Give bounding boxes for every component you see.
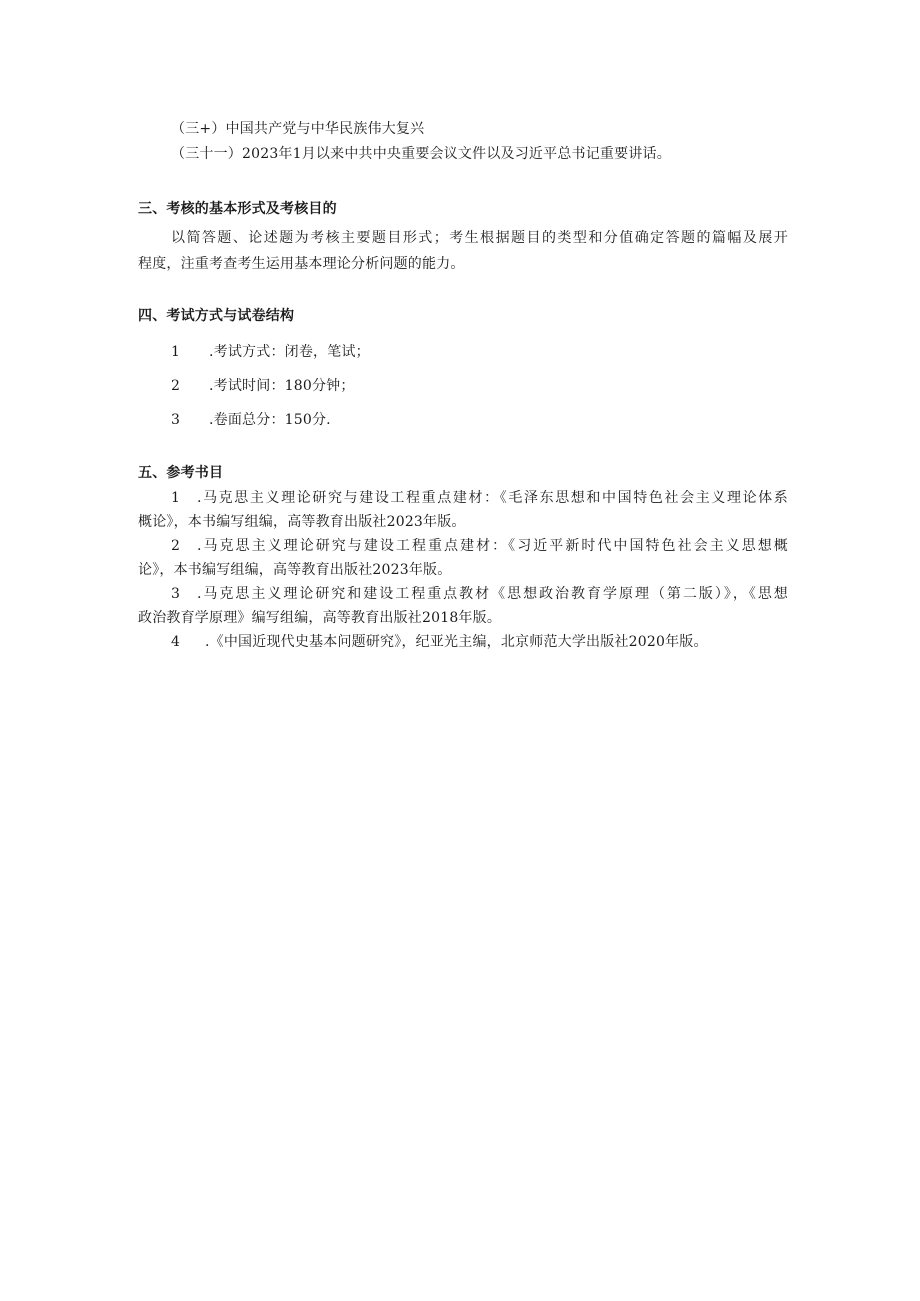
reference-2-line-2: 论》，本书编写组编，高等教育出版社2023年版。 (138, 562, 452, 578)
reference-text: .马克思主义理论研究和建设工程重点教材《思想政治教育学原理（第二版）》，《思想 (197, 586, 788, 602)
section-4-heading: 四、考试方式与试卷结构 (138, 308, 295, 324)
exam-item-number: 3 (171, 412, 181, 428)
reference-2-line-1 (171, 534, 788, 558)
section-5-heading: 五、参考书目 (138, 465, 224, 481)
reference-text: .《中国近现代史基本问题研究》，纪亚光主编，北京师范大学出版社2020年版。 (205, 634, 708, 650)
exam-item-text: .考试时间：180分钟； (209, 378, 355, 394)
reference-number: 3 (171, 586, 181, 602)
outline-item-30: （三+）中国共产党与中华民族伟大复兴 (171, 121, 425, 137)
exam-item-text: .卷面总分：150分. (209, 412, 331, 428)
reference-text: .马克思主义理论研究与建设工程重点建材：《习近平新时代中国特色社会主义思想概 (197, 538, 788, 554)
section-3-paragraph-line-1: 以简答题、论述题为考核主要题目形式；考生根据题目的类型和分值确定答题的篇幅及展开 (171, 230, 788, 246)
section-3-heading: 三、考核的基本形式及考核目的 (138, 201, 337, 217)
exam-item-number: 1 (171, 344, 181, 360)
reference-3-line-1 (171, 582, 788, 606)
exam-item-number: 2 (171, 378, 181, 394)
section-3-paragraph-line-2: 程度，注重考查考生运用基本理论分析问题的能力。 (138, 256, 465, 272)
exam-item-1 (171, 340, 788, 364)
reference-4-line-1 (171, 630, 788, 654)
outline-item-31: （三十一）2023年1月以来中共中央重要会议文件以及习近平总书记重要讲话。 (171, 146, 671, 162)
reference-text: .马克思主义理论研究与建设工程重点建材：《毛泽东思想和中国特色社会主义理论体系 (197, 490, 788, 506)
reference-number: 4 (171, 634, 181, 650)
exam-item-text: .考试方式：闭卷，笔试； (209, 344, 370, 360)
reference-1-line-1 (171, 486, 788, 510)
exam-item-2 (171, 374, 788, 398)
reference-number: 2 (171, 538, 181, 554)
reference-1-line-2: 概论》，本书编写组编，高等教育出版社2023年版。 (138, 514, 466, 530)
reference-3-line-2: 政治教育学原理》编写组编，高等教育出版社2018年版。 (138, 610, 502, 626)
reference-number: 1 (171, 490, 181, 506)
exam-item-3 (171, 408, 788, 432)
